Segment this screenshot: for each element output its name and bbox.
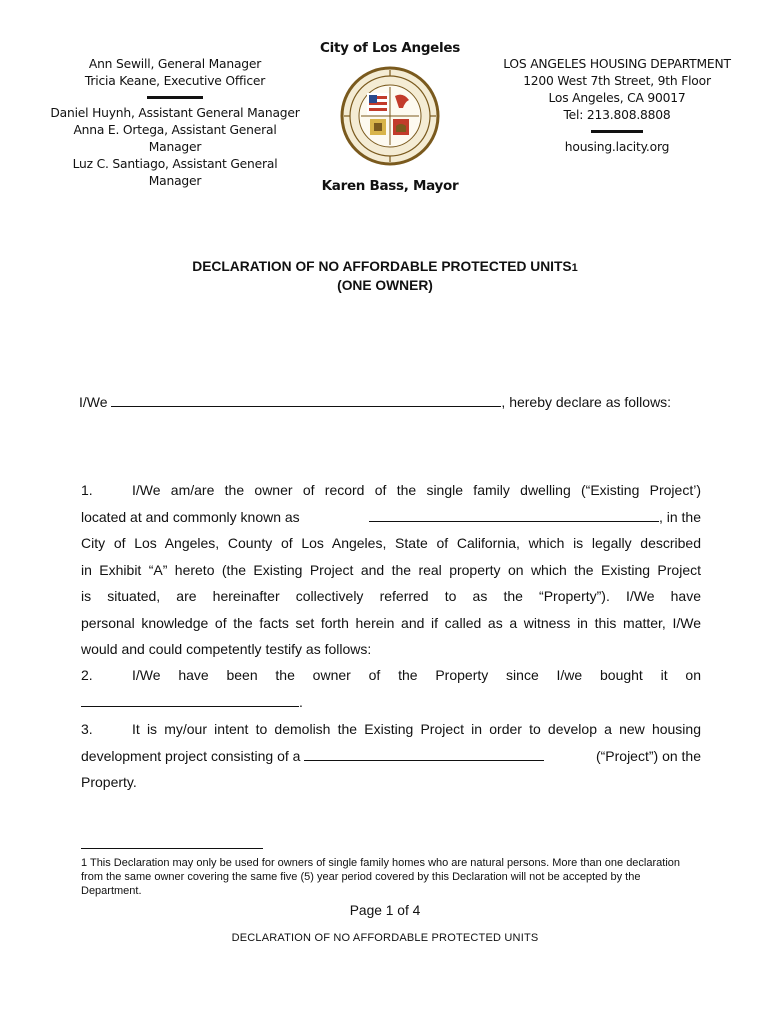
department-website: housing.lacity.org [564,140,670,154]
document-title [0,258,770,294]
property-address-field[interactable] [369,507,659,522]
paragraph-1 [81,477,701,663]
page-footer: DECLARATION OF NO AFFORDABLE PROTECTED UNITS [231,932,539,944]
paragraph-text: personal knowledge of the facts set forth herein and if called as a witness in this matter, I/We [81,614,701,631]
paragraph-text: I/We am/are the owner of record of the single family dwelling (“Existing Project’) [132,482,701,498]
official-line: Tricia Keane, Executive Officer [84,74,266,88]
official-line: Luz C. Santiago, Assistant General Manager [72,157,278,188]
official-line: Ann Sewill, General Manager [88,57,262,71]
declarant-suffix: , hereby declare as follows: [501,394,672,410]
divider [591,130,643,133]
paragraph-text: (“Project”) on the [595,747,701,764]
paragraph-text: would and could competently testify as follows: [81,641,372,657]
paragraph-text: is situated, are hereinafter collectively referred to as the “Property”). I/We have [81,588,701,604]
paragraph-text: in Exhibit “A” hereto (the Existing Project and the real property on which the Existing Project [81,561,701,578]
page-number: Page 1 of 4 [349,903,421,918]
project-description-field[interactable] [304,746,544,761]
paragraph-number: 3. [81,721,93,737]
header-center [300,40,480,194]
department-line: 1200 West 7th Street, 9th Floor [523,74,711,88]
paragraph-text: . [299,693,303,710]
department-line: LOS ANGELES HOUSING DEPARTMENT [503,57,731,71]
purchase-date-field[interactable] [81,692,299,707]
city-seal-icon [340,66,440,166]
paragraph-text: located at and commonly known as [81,508,300,525]
declarant-line [79,392,699,410]
city-title: City of Los Angeles [320,40,460,56]
paragraph-text: I/We have been the owner of the Property since I/we bought it on [132,667,701,683]
header-left-officials [50,56,300,190]
paragraph-number: 1. [81,482,93,498]
footnote-ref: 1 [571,262,578,274]
paragraph-3 [81,716,701,796]
department-line: Tel: 213.808.8808 [563,108,671,122]
title-line: DECLARATION OF NO AFFORDABLE PROTECTED UNITS [192,259,572,274]
paragraph-text: It is my/our intent to demolish the Existing Project in order to develop a new housing [132,721,701,737]
footnote-text: 1 This Declaration may only be used for owners of single family homes who are natural persons. More than one declaration from the same owner covering the same five (5) year period covered by this Declaration will not be accepted by the Department. [81,857,681,897]
footnote-divider [81,848,263,849]
paragraph-text: Property. [81,774,137,790]
paragraph-2 [81,662,701,715]
department-line: Los Angeles, CA 90017 [548,91,686,105]
declarant-name-field[interactable] [111,392,501,407]
paragraph-text: City of Los Angeles, County of Los Angeles, State of California, which is legally described [81,535,701,551]
paragraph-text: , in the [658,508,701,525]
header-right-department [492,56,742,156]
declarant-prefix: I/We [79,394,108,410]
mayor-name: Karen Bass, Mayor [321,178,459,194]
divider [147,96,203,99]
paragraph-number: 2. [81,667,93,683]
official-line: Daniel Huynh, Assistant General Manager [50,106,300,120]
title-subline: (ONE OWNER) [337,278,433,293]
official-line: Anna E. Ortega, Assistant General Manager [73,123,277,154]
paragraph-text: development project consisting of a [81,747,301,764]
